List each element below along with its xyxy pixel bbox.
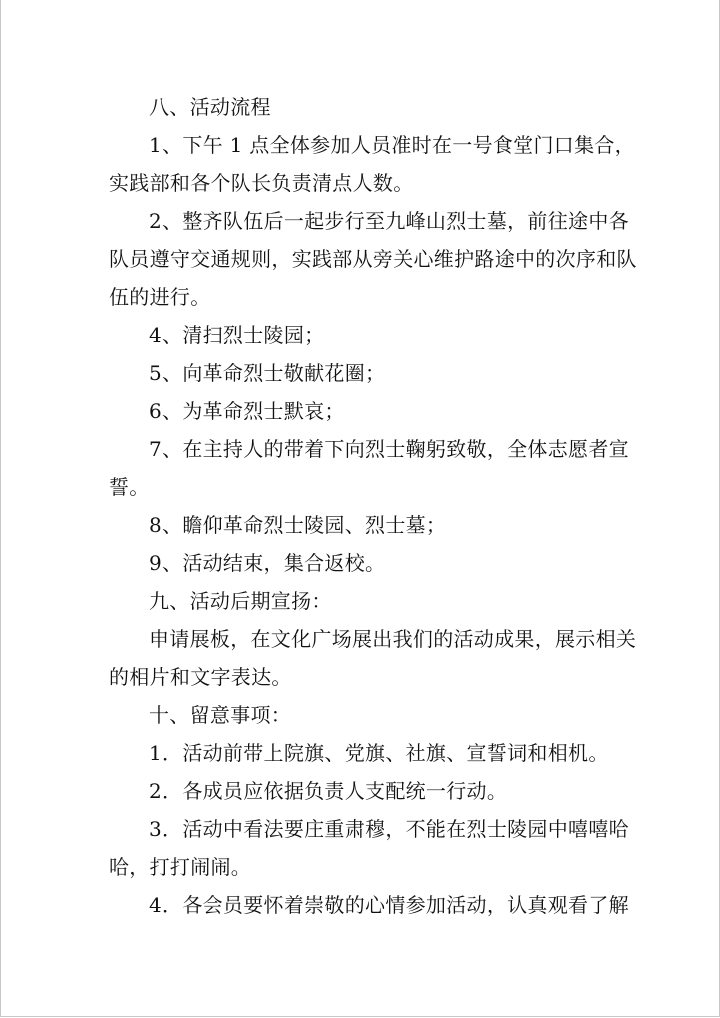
list-item-step-7 — [109, 430, 629, 506]
paragraph-line: 7、在主持人的带着下向烈士鞠躬致敬，全体志愿者宣 — [149, 437, 629, 461]
list-item-note-2 — [109, 772, 613, 810]
paragraph-line: 5、向革命烈士敬献花圈； — [149, 361, 386, 385]
paragraph-line: 队员遵守交通规则，实践部从旁关心维护路途中的次序和队 — [109, 247, 637, 271]
paragraph-line: 1．活动前带上院旗、党旗、社旗、宣誓词和相机。 — [149, 741, 609, 765]
list-item-note-4 — [109, 886, 629, 924]
paragraph-line: 九、活动后期宣扬： — [149, 589, 332, 613]
paragraph-line: 哈，打打闹闹。 — [109, 855, 252, 879]
paragraph-line: 八、活动流程 — [149, 95, 271, 119]
list-item-step-1 — [109, 126, 635, 202]
paragraph-line: 9、活动结束，集合返校。 — [149, 551, 386, 575]
list-item-step-6 — [109, 392, 613, 430]
paragraph-line: 3．活动中看法要庄重肃穆，不能在烈士陵园中嘻嘻哈 — [149, 817, 629, 841]
paragraph-line: 申请展板，在文化广场展出我们的活动成果，展示相关 — [149, 627, 637, 651]
paragraph-line: 伍的进行。 — [109, 285, 211, 309]
list-item-step-9 — [109, 544, 613, 582]
list-item-note-3 — [109, 810, 629, 886]
paragraph-line: 8、瞻仰革命烈士陵园、烈士墓； — [149, 513, 447, 537]
paragraph-line: 1、下午 1 点全体参加人员准时在一号食堂门口集合， — [149, 133, 635, 157]
paragraph-line: 4、清扫烈士陵园； — [149, 323, 325, 347]
list-item-note-1 — [109, 734, 613, 772]
paragraph-line: 十、留意事项： — [149, 703, 292, 727]
paragraph-line: 的相片和文字表达。 — [109, 665, 292, 689]
list-item-step-2 — [109, 202, 637, 316]
document-body — [109, 88, 637, 924]
section-heading-process — [109, 88, 613, 126]
paragraph-line: 誓。 — [109, 475, 150, 499]
list-item-step-5 — [109, 354, 613, 392]
publicity-paragraph — [109, 620, 637, 696]
list-item-step-4 — [109, 316, 613, 354]
paragraph-line: 4．各会员要怀着崇敬的心情参加活动，认真观看了解 — [149, 893, 629, 917]
paragraph-line: 实践部和各个队长负责清点人数。 — [109, 171, 414, 195]
paragraph-line: 6、为革命烈士默哀； — [149, 399, 345, 423]
list-item-step-8 — [109, 506, 613, 544]
section-heading-publicity — [109, 582, 613, 620]
section-heading-notes — [109, 696, 613, 734]
paragraph-line: 2、整齐队伍后一起步行至九峰山烈士墓，前往途中各 — [149, 209, 629, 233]
paragraph-line: 2．各成员应依据负责人支配统一行动。 — [149, 779, 508, 803]
